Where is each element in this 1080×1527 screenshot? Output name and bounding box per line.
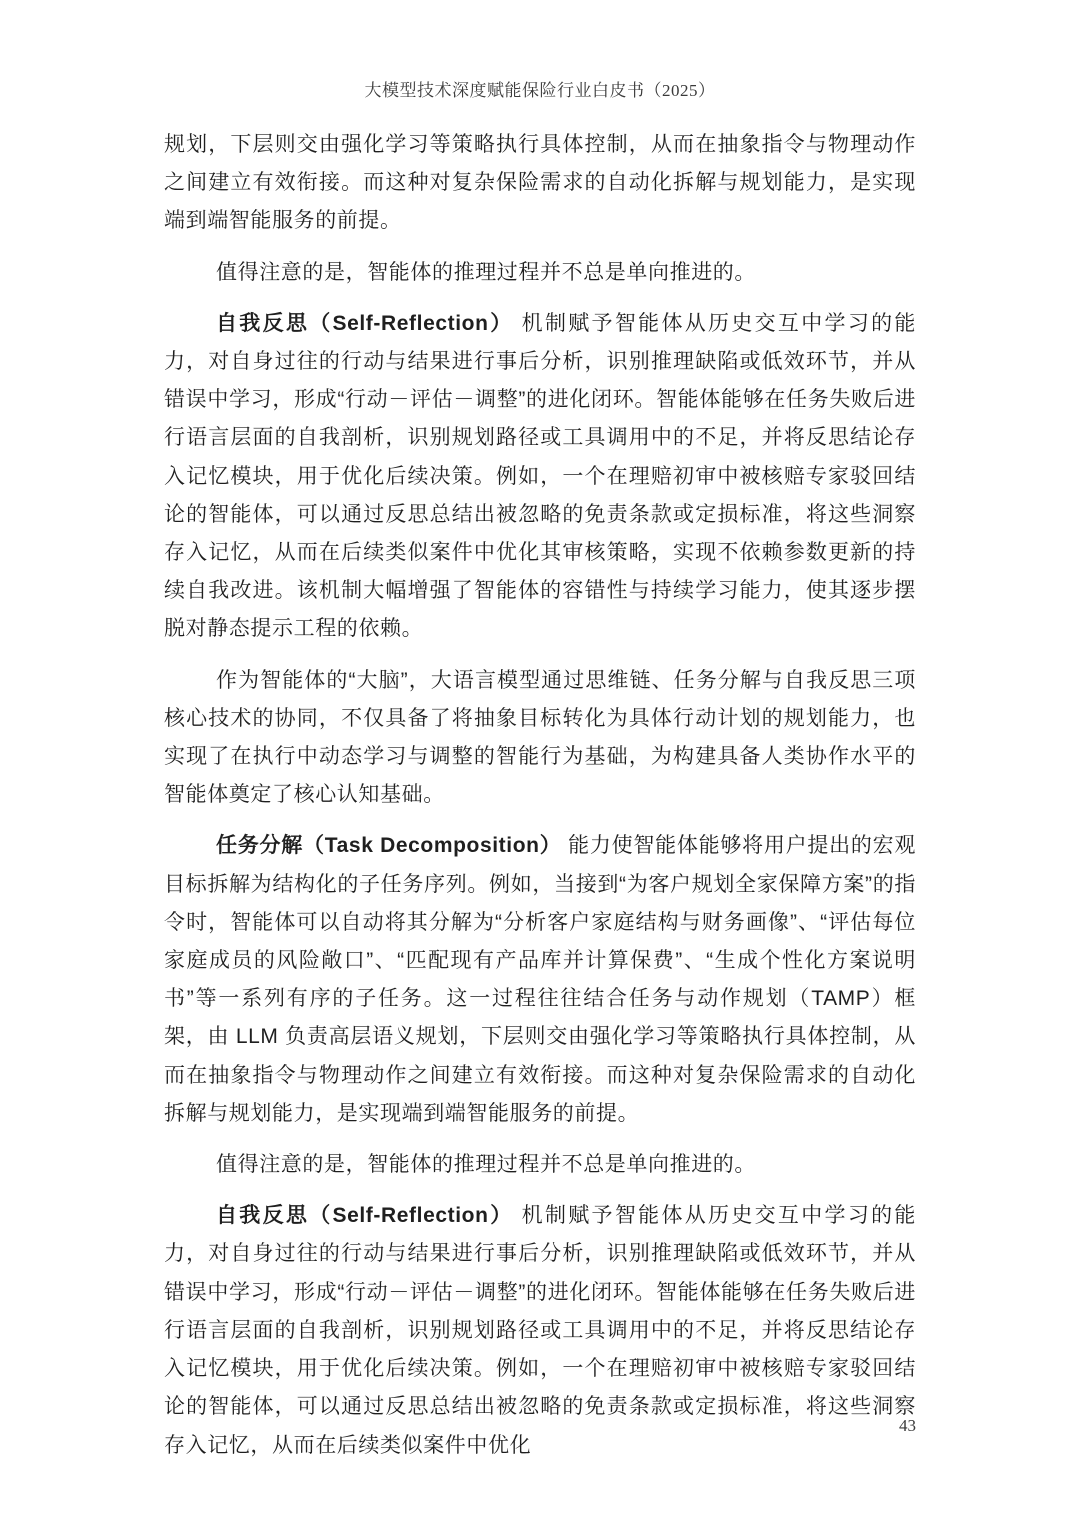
paragraph-text: 值得注意的是，智能体的推理过程并不总是单向推进的。	[216, 1153, 756, 1177]
paragraph	[164, 1146, 916, 1184]
paragraph-term: 任务分解（Task Decomposition）	[216, 834, 562, 858]
running-header: 大模型技术深度赋能保险行业白皮书（2025）	[364, 81, 716, 100]
paragraph-text: 机制赋予智能体从历史交互中学习的能力，对自身过往的行动与结果进行事后分析，识别推理缺陷或低效环节，并从错误中学习，形成“行动－评估－调整”的进化闭环。智能体能够在任务失败后进行语言层面的自我剖析，识别规划路径或工具调用中的不足，并将反思结论存入记忆模块，用于优化后续决策。例如，一个在理赔初审中被核赔专家驳回结论的智能体，可以通过反思总结出被忽略的免责条款或定损标准，将这些洞察存入记忆，从而在后续类似案件中优化	[164, 1204, 917, 1457]
paragraph-term: 自我反思（Self-Reflection）	[216, 1204, 514, 1228]
body-text	[164, 126, 916, 1478]
page-number: 43	[899, 1416, 916, 1435]
paragraph	[164, 662, 916, 815]
paragraph-text: 规划，下层则交由强化学习等策略执行具体控制，从而在抽象指令与物理动作之间建立有效衔接。而这种对复杂保险需求的自动化拆解与规划能力，是实现端到端智能服务的前提。	[164, 133, 916, 233]
paragraph	[164, 827, 916, 1133]
paragraph	[164, 126, 916, 241]
paragraph	[164, 254, 916, 292]
paragraph-text: 值得注意的是，智能体的推理过程并不总是单向推进的。	[216, 260, 756, 284]
paragraph	[164, 305, 916, 649]
paragraph-text: 能力使智能体能够将用户提出的宏观目标拆解为结构化的子任务序列。例如，当接到“为客户规划全家保障方案”的指令时，智能体可以自动将其分解为“分析客户家庭结构与财务画像”、“评估每位家庭成员的风险敞口”、“匹配现有产品库并计算保费”、“生成个性化方案说明书”等一系列有序的子任务。这一过程往往结合任务与动作规划（TAMP）框架，由 LLM 负责高层语义规划，下层则交由强化学习等策略执行具体控制，从而在抽象指令与物理动作之间建立有效衔接。而这种对复杂保险需求的自动化拆解与规划能力，是实现端到端智能服务的前提。	[164, 834, 916, 1125]
paragraph-term: 自我反思（Self-Reflection）	[216, 311, 514, 335]
paragraph-text: 作为智能体的“大脑”，大语言模型通过思维链、任务分解与自我反思三项核心技术的协同，不仅具备了将抽象目标转化为具体行动计划的规划能力，也实现了在执行中动态学习与调整的智能行为基础，为构建具备人类协作水平的智能体奠定了核心认知基础。	[164, 668, 916, 807]
paragraph	[164, 1197, 916, 1464]
paragraph-text: 机制赋予智能体从历史交互中学习的能力，对自身过往的行动与结果进行事后分析，识别推理缺陷或低效环节，并从错误中学习，形成“行动－评估－调整”的进化闭环。智能体能够在任务失败后进行语言层面的自我剖析，识别规划路径或工具调用中的不足，并将反思结论存入记忆模块，用于优化后续决策。例如，一个在理赔初审中被核赔专家驳回结论的智能体，可以通过反思总结出被忽略的免责条款或定损标准，将这些洞察存入记忆，从而在后续类似案件中优化其审核策略，实现不依赖参数更新的持续自我改进。该机制大幅增强了智能体的容错性与持续学习能力，使其逐步摆脱对静态提示工程的依赖。	[164, 311, 917, 641]
